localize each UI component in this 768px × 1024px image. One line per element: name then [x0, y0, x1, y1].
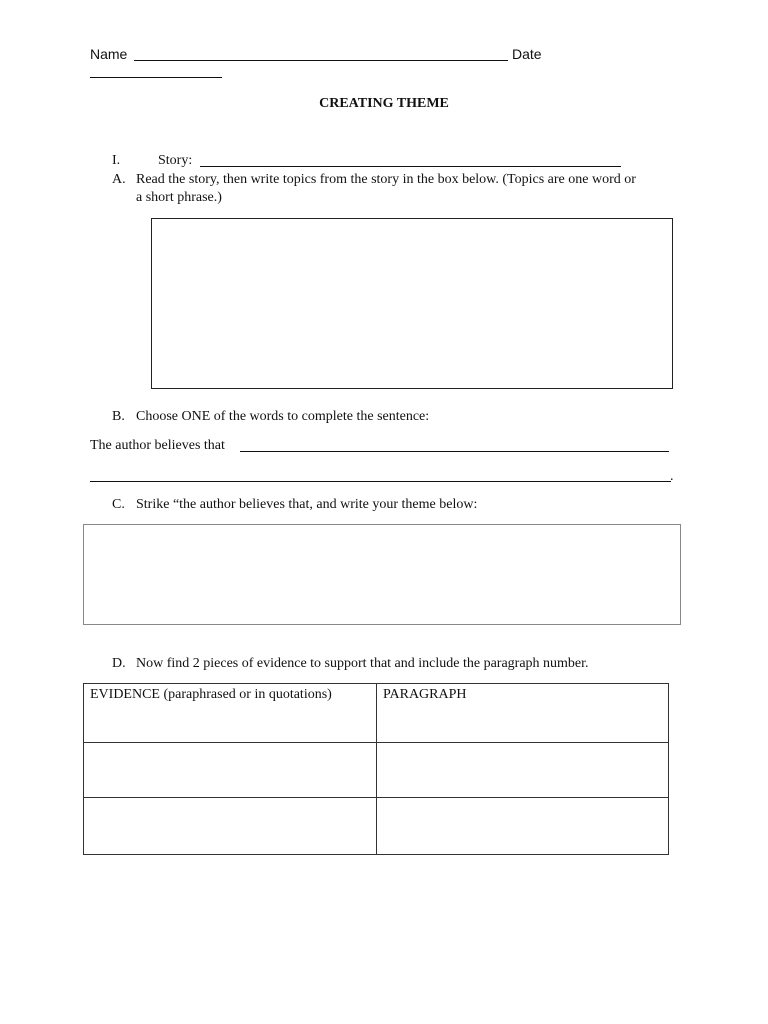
- part-d-letter: D.: [112, 656, 126, 671]
- part-c-instructions: Strike “the author believes that, and write your theme below:: [136, 497, 478, 512]
- name-label: Name: [90, 46, 128, 62]
- sentence-completion-field-2[interactable]: [90, 481, 671, 482]
- paragraph-cell[interactable]: [377, 798, 669, 855]
- part-a-letter: A.: [112, 172, 126, 187]
- part-b-letter: B.: [112, 409, 125, 424]
- evidence-header: EVIDENCE (paraphrased or in quotations): [84, 684, 377, 743]
- paragraph-cell[interactable]: [377, 743, 669, 798]
- story-label: Story:: [158, 153, 193, 168]
- evidence-cell[interactable]: [84, 743, 377, 798]
- sentence-start: The author believes that: [90, 438, 225, 453]
- name-field[interactable]: [134, 60, 508, 61]
- story-field[interactable]: [200, 166, 621, 167]
- evidence-table: [83, 683, 669, 855]
- part-d-instructions: Now find 2 pieces of evidence to support that and include the paragraph number.: [136, 656, 589, 671]
- section-numeral: I.: [112, 153, 121, 168]
- paragraph-header: PARAGRAPH: [377, 684, 669, 743]
- part-c-letter: C.: [112, 497, 125, 512]
- sentence-end-period: .: [670, 469, 674, 484]
- page-title: CREATING THEME: [319, 96, 449, 111]
- sentence-completion-field-1[interactable]: [240, 451, 669, 452]
- date-field[interactable]: [90, 77, 222, 78]
- part-a-instructions-line1: Read the story, then write topics from the story in the box below. (Topics are one word or: [136, 172, 636, 187]
- table-row: [84, 798, 669, 855]
- part-a-instructions-line2: a short phrase.): [136, 190, 222, 205]
- topics-box[interactable]: [151, 218, 673, 389]
- part-b-instructions: Choose ONE of the words to complete the sentence:: [136, 409, 430, 424]
- theme-box[interactable]: [83, 524, 681, 625]
- table-row: [84, 743, 669, 798]
- evidence-cell[interactable]: [84, 798, 377, 855]
- table-header-row: [84, 684, 669, 743]
- date-label: Date: [512, 46, 542, 62]
